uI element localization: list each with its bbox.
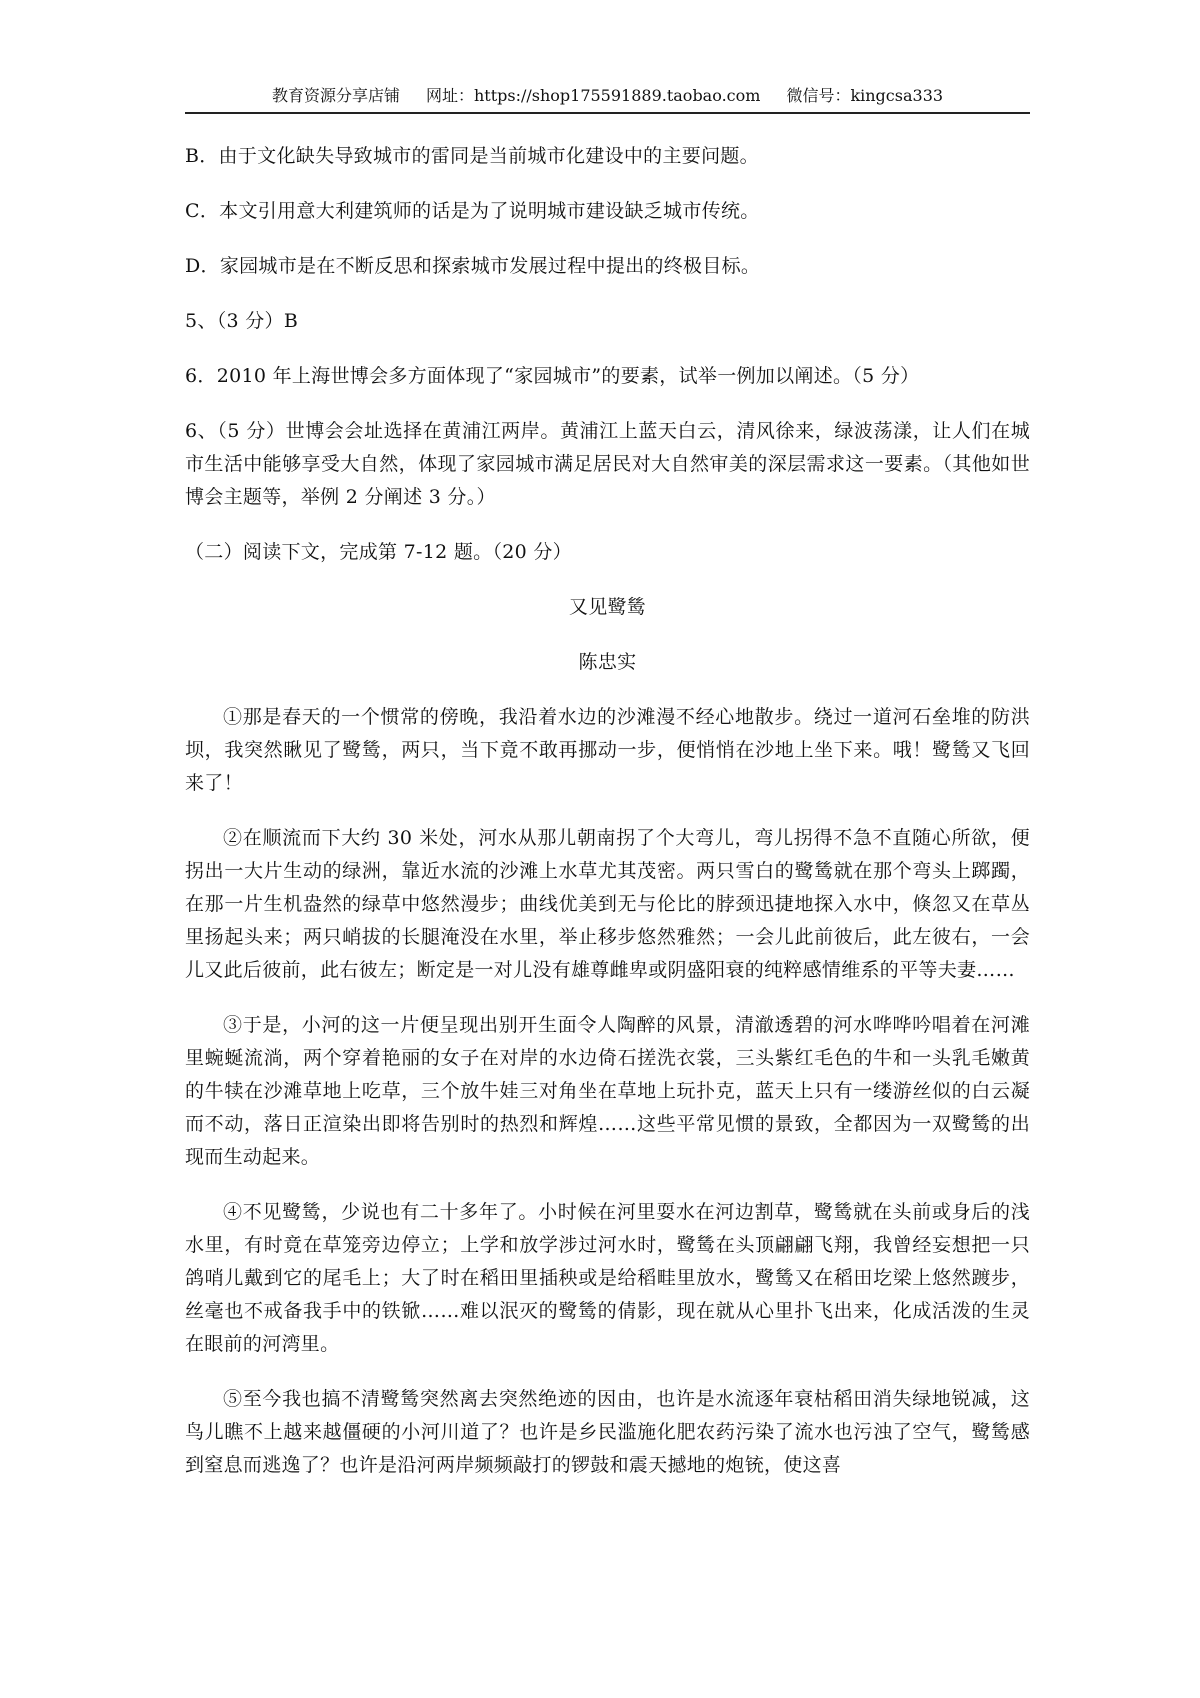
option-c: C．本文引用意大利建筑师的话是为了说明城市建设缺乏城市传统。	[185, 200, 760, 222]
document-body	[185, 140, 1030, 1482]
header-url: 网址：https://shop175591889.taobao.com	[425, 86, 761, 105]
essay-paragraph-1: ①那是春天的一个惯常的傍晚，我沿着水边的沙滩漫不经心地散步。绕过一道河石垒堆的防洪坝，我突然瞅见了鹭鸶，两只，当下竟不敢再挪动一步，便悄悄在沙地上坐下来。哦！鹭鸶又飞回来了！	[185, 706, 1030, 794]
header-shop: 教育资源分享店铺	[271, 86, 400, 105]
answer-6: 6、（5 分）世博会会址选择在黄浦江两岸。黄浦江上蓝天白云，清风徐来，绿波荡漾，让人们在城市生活中能够享受大自然，体现了家园城市满足居民对大自然审美的深层需求这一要素。（其他如世博会主题等，举例 2 分阐述 3 分。）	[185, 420, 1030, 508]
answer-5: 5、（3 分）B	[185, 310, 299, 332]
essay-paragraph-3: ③于是，小河的这一片便呈现出别开生面令人陶醉的风景，清澈透碧的河水哗哗吟唱着在河滩里蜿蜒流淌，两个穿着艳丽的女子在对岸的水边倚石搓洗衣裳，三头紫红毛色的牛和一头乳毛嫩黄的牛犊在沙滩草地上吃草，三个放牛娃三对角坐在草地上玩扑克，蓝天上只有一缕游丝似的白云凝而不动，落日正渲染出即将告别时的热烈和辉煌……这些平常见惯的景致，全都因为一双鹭鸶的出现而生动起来。	[185, 1014, 1030, 1168]
page-header	[185, 84, 1030, 114]
essay-title: 又见鹭鸶	[568, 596, 647, 618]
essay-paragraph-4: ④不见鹭鸶，少说也有二十多年了。小时候在河里耍水在河边割草，鹭鸶就在头前或身后的浅水里，有时竟在草笼旁边停立；上学和放学涉过河水时，鹭鸶在头顶翩翩飞翔，我曾经妄想把一只鸽哨儿戴到它的尾毛上；大了时在稻田里插秧或是给稻畦里放水，鹭鸶又在稻田圪梁上悠然踱步，丝毫也不戒备我手中的铁锨……难以泯灭的鹭鸶的倩影，现在就从心里扑飞出来，化成活泼的生灵在眼前的河湾里。	[185, 1201, 1030, 1355]
question-6: 6．2010 年上海世博会多方面体现了“家园城市”的要素，试举一例加以阐述。（5 分）	[185, 365, 920, 387]
option-d: D．家园城市是在不断反思和探索城市发展过程中提出的终极目标。	[185, 255, 761, 277]
option-b: B．由于文化缺失导致城市的雷同是当前城市化建设中的主要问题。	[185, 145, 759, 167]
essay-paragraph-2: ②在顺流而下大约 30 米处，河水从那儿朝南拐了个大弯儿，弯儿拐得不急不直随心所欲，便拐出一大片生动的绿洲，靠近水流的沙滩上水草尤其茂密。两只雪白的鹭鸶就在那个弯头上踯躅，在那一片生机盎然的绿草中悠然漫步；曲线优美到无与伦比的脖颈迅捷地探入水中，倏忽又在草丛里扬起头来；两只峭拔的长腿淹没在水里，举止移步悠然雅然；一会儿此前彼后，此左彼右，一会儿又此后彼前，此右彼左；断定是一对儿没有雄尊雌卑或阴盛阳衰的纯粹感情维系的平等夫妻……	[185, 827, 1030, 981]
essay-paragraph-5: ⑤至今我也搞不清鹭鸶突然离去突然绝迹的因由，也许是水流逐年衰枯稻田消失绿地锐减，这鸟儿瞧不上越来越僵硬的小河川道了？也许是乡民滥施化肥农药污染了流水也污浊了空气，鹭鸶感到窒息而逃逸了？也许是沿河两岸频频敲打的锣鼓和震天撼地的炮铳，使这喜	[185, 1388, 1030, 1476]
section-heading: （二）阅读下文，完成第 7-12 题。（20 分）	[185, 541, 572, 563]
header-wechat: 微信号：kingcsa333	[786, 86, 944, 105]
essay-author: 陈忠实	[578, 651, 637, 673]
